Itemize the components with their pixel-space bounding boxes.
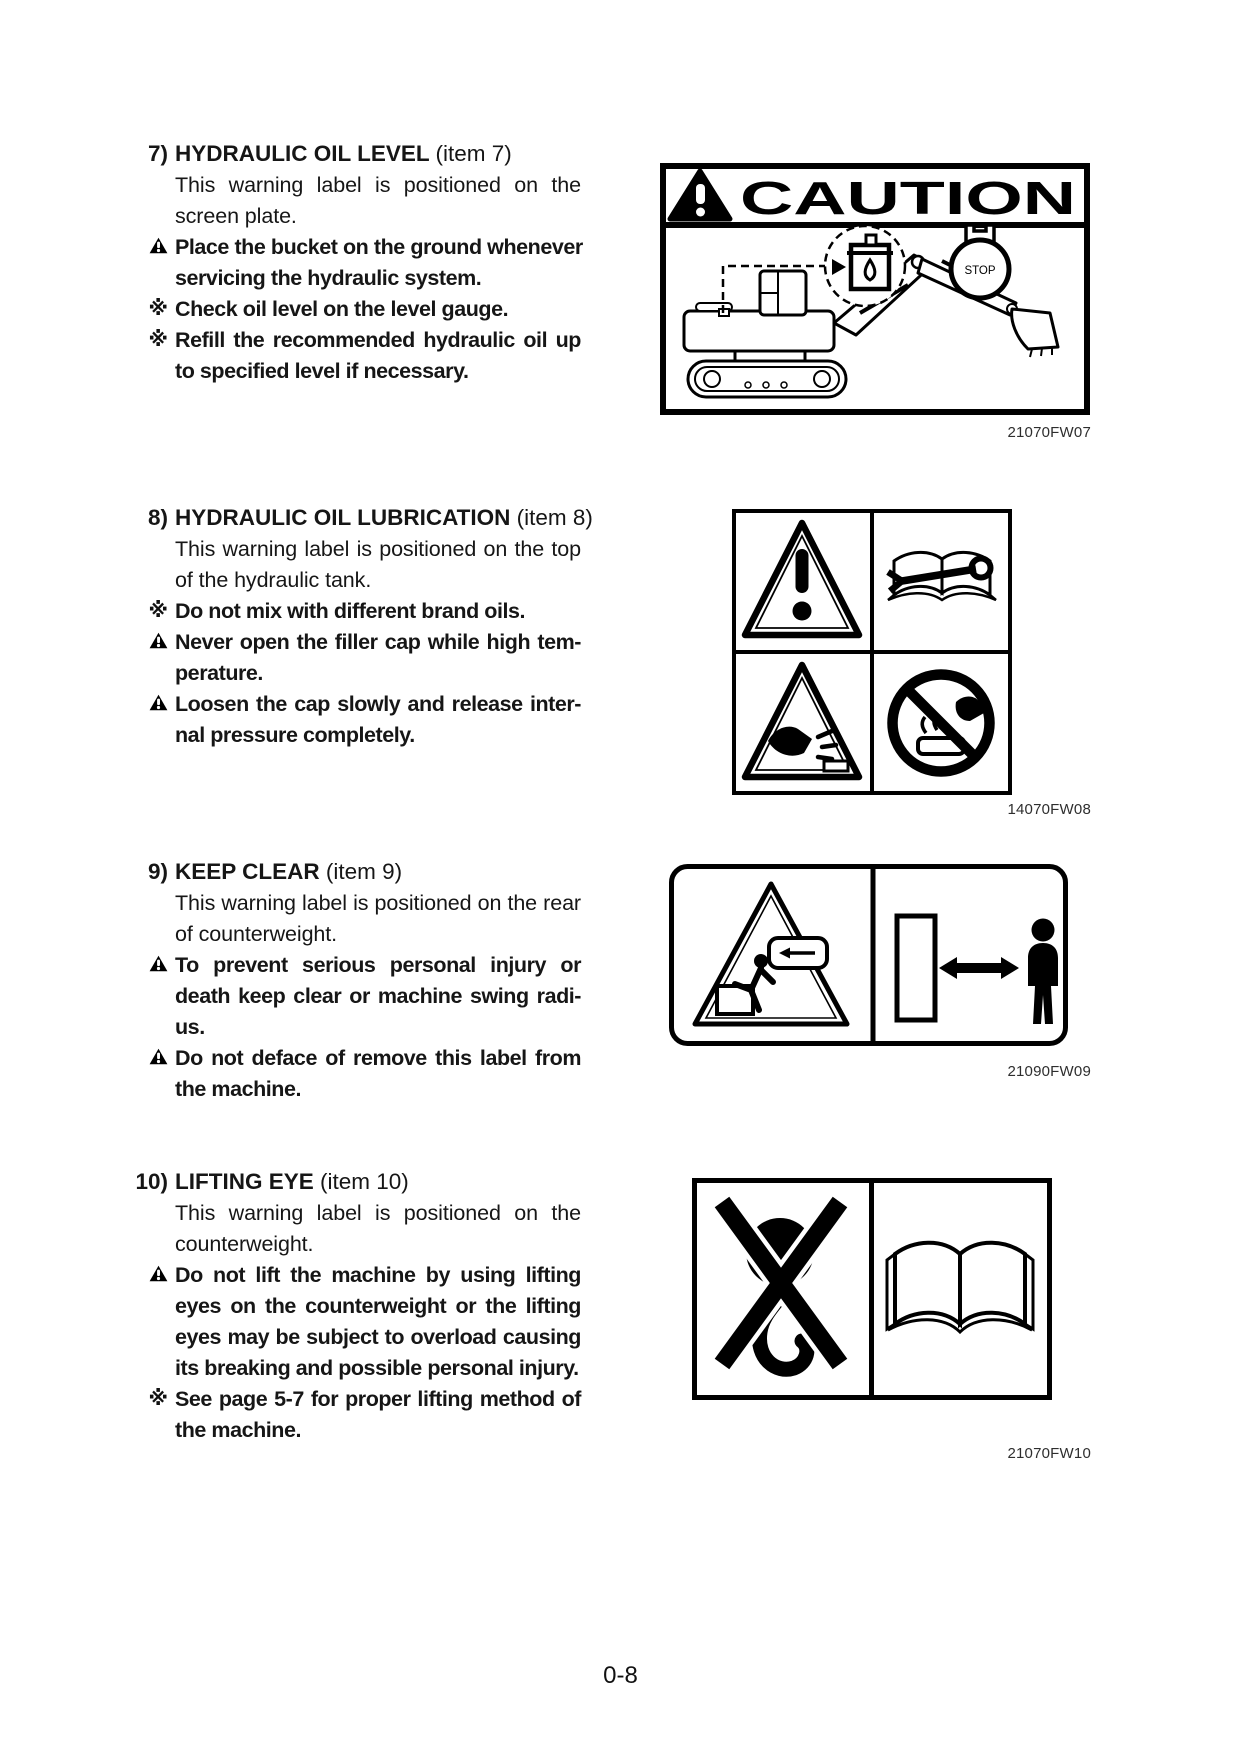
warning-label-figure-hydraulic-oil-level <box>660 163 1090 415</box>
section-hydraulic-oil-level <box>147 138 583 387</box>
figure-code: 21070FW10 <box>1007 1445 1091 1462</box>
warning-triangle-icon <box>149 950 168 981</box>
paragraph: To prevent serious personal injury or death keep clear or machine swing radi- us. <box>175 950 581 1043</box>
section-heading <box>147 138 581 170</box>
paragraph: ※ See page 5-7 for proper lifting method of the machine. <box>175 1384 581 1446</box>
paragraph: Loosen the cap slowly and release inter- nal pressure completely. <box>175 689 581 751</box>
warning-label-figure-hydraulic-oil-lubrication <box>732 509 1012 795</box>
section-heading <box>147 502 593 534</box>
paragraph: Place the bucket on the ground whenever servicing the hydraulic system. <box>175 232 581 294</box>
paragraph: This warning label is positioned on the rear of counterweight. <box>175 891 581 946</box>
warning-triangle-icon <box>149 1043 168 1074</box>
section-lifting-eye <box>135 1166 581 1446</box>
note-asterisk-marker: ※ <box>148 329 168 351</box>
caution-title-text: CAUTION <box>740 172 1076 224</box>
warning-label-figure-keep-clear <box>669 864 1068 1046</box>
paragraph: ※ Refill the recommended hydraulic oil up to specified level if necessary. <box>175 325 581 387</box>
warning-triangle-icon <box>149 232 168 263</box>
note-asterisk-marker: ※ <box>148 600 168 622</box>
paragraph: Do not lift the machine by using lifting eyes on the counterweight or the lifting eyes may be subject to overload causing its breaking and possible personal injury. <box>175 1260 581 1384</box>
paragraph: This warning label is positioned on the screen plate. <box>175 173 581 228</box>
stop-knob-label: STOP <box>964 265 996 277</box>
paragraph: This warning label is positioned on the top of the hydraulic tank. <box>175 537 581 592</box>
paragraph: This warning label is positioned on the counterweight. <box>175 1201 581 1256</box>
section-number: 9) <box>147 859 168 884</box>
paragraph: Do not deface of remove this label from the machine. <box>175 1043 581 1105</box>
section-heading <box>135 1166 581 1198</box>
note-asterisk-marker: ※ <box>148 298 168 320</box>
section-item-ref: (item 9) <box>325 859 403 884</box>
warning-triangle-icon <box>149 627 168 658</box>
figure-code: 21070FW07 <box>1007 424 1091 441</box>
section-number: 7) <box>147 141 168 166</box>
section-item-ref: (item 10) <box>320 1169 409 1194</box>
section-title: HYDRAULIC OIL LUBRICATION <box>175 505 511 530</box>
section-title: LIFTING EYE <box>175 1169 314 1194</box>
section-heading <box>147 856 581 888</box>
paragraph: ※ Do not mix with different brand oils. <box>175 596 581 627</box>
warning-label-figure-lifting-eye <box>692 1178 1052 1400</box>
section-item-ref: (item 8) <box>516 505 593 530</box>
section-item-ref: (item 7) <box>435 141 512 166</box>
paragraph: ※ Check oil level on the level gauge. <box>175 294 581 325</box>
section-keep-clear <box>147 856 581 1105</box>
page-number: 0-8 <box>603 1662 638 1689</box>
section-hydraulic-oil-lubrication <box>147 502 593 751</box>
warning-triangle-icon <box>149 1260 168 1291</box>
section-title: KEEP CLEAR <box>175 859 320 884</box>
note-asterisk-marker: ※ <box>148 1388 168 1410</box>
section-number: 10) <box>135 1169 168 1194</box>
section-number: 8) <box>147 505 168 530</box>
figure-code: 14070FW08 <box>1007 801 1091 818</box>
figure-code: 21090FW09 <box>1007 1063 1091 1080</box>
section-title: HYDRAULIC OIL LEVEL <box>175 141 430 166</box>
paragraph: Never open the filler cap while high tem- perature. <box>175 627 581 689</box>
warning-triangle-icon <box>149 689 168 720</box>
